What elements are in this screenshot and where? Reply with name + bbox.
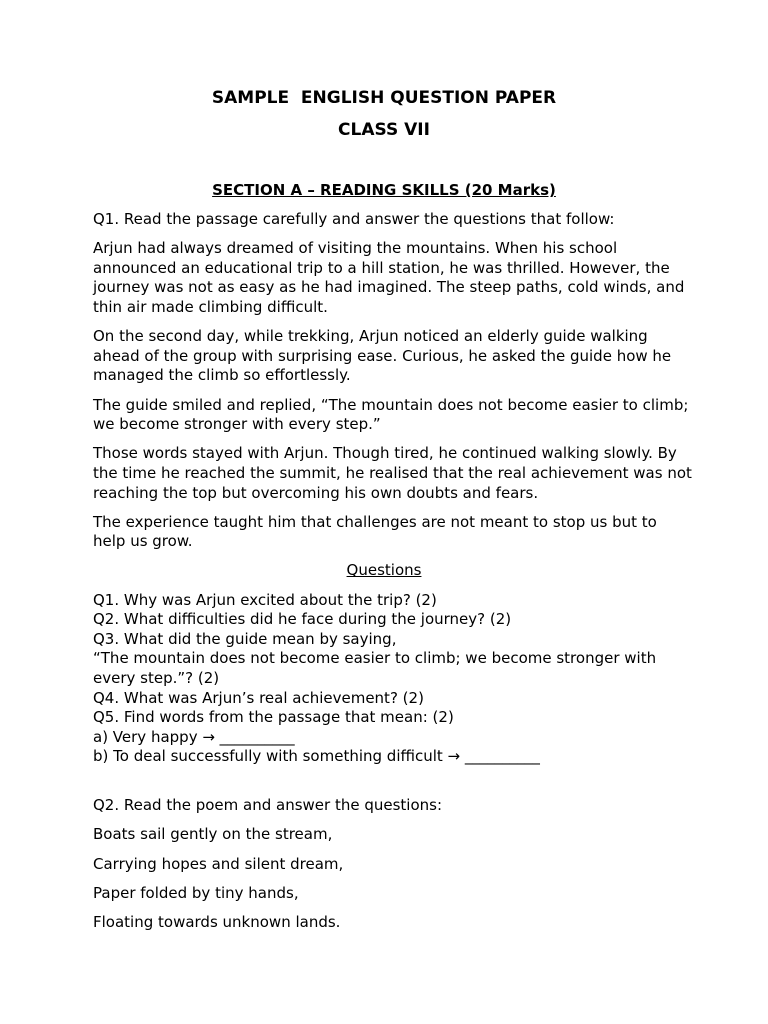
section-a-heading: SECTION A – READING SKILLS (20 Marks) <box>212 181 556 199</box>
poem-line: Boats sail gently on the stream, <box>93 825 333 844</box>
poem-line: Paper folded by tiny hands, <box>93 883 299 902</box>
q2-instruction: Q2. Read the poem and answer the questions: <box>93 796 443 815</box>
question-item: Q5. Find words from the passage that mean: (2) <box>93 708 454 727</box>
passage-paragraph-5: The experience taught him that challenges are not meant to stop us but to help us grow. <box>93 512 657 551</box>
poem-line: Floating towards unknown lands. <box>93 912 341 931</box>
question-subitem: b) To deal successfully with something difficult → __________ <box>93 747 540 766</box>
question-list <box>93 591 693 767</box>
passage-paragraph-1: Arjun had always dreamed of visiting the mountains. When his school announced an educational trip to a hill station, he was thrilled. However, the journey was not as easy as he had imagined. The steep paths, cold winds, and thin air made climbing difficult. <box>93 239 685 316</box>
q1-instruction: Q1. Read the passage carefully and answer the questions that follow: <box>93 210 615 228</box>
question-item: Q2. What difficulties did he face during the journey? (2) <box>93 610 512 629</box>
question-item: Q3. What did the guide mean by saying, <box>93 629 397 648</box>
section-a-body <box>93 210 693 942</box>
paper-title: SAMPLE ENGLISH QUESTION PAPER <box>211 88 557 108</box>
passage-paragraph-2: On the second day, while trekking, Arjun noticed an elderly guide walking ahead of the group with surprising ease. Curious, he asked the guide how he managed the climb so effortlessly. <box>93 327 672 385</box>
questions-heading: Questions <box>346 561 422 580</box>
question-item: Q4. What was Arjun’s real achievement? (2) <box>93 688 424 707</box>
question-item: Q1. Why was Arjun excited about the trip? (2) <box>93 590 437 609</box>
class-label: CLASS VII <box>338 120 430 140</box>
question-subitem: a) Very happy → __________ <box>93 727 295 746</box>
passage-paragraph-4: Those words stayed with Arjun. Though tired, he continued walking slowly. By the time he reached the summit, he realised that the real achievement was not reaching the top but overcoming his own doubts and fears. <box>93 444 692 502</box>
question-quote: “The mountain does not become easier to climb; we become stronger with every step.”? (2) <box>93 649 657 688</box>
spacer <box>93 777 693 797</box>
passage-paragraph-3: The guide smiled and replied, “The mountain does not become easier to climb; we become stronger with every step.” <box>93 395 689 434</box>
poem-line: Carrying hopes and silent dream, <box>93 854 344 873</box>
